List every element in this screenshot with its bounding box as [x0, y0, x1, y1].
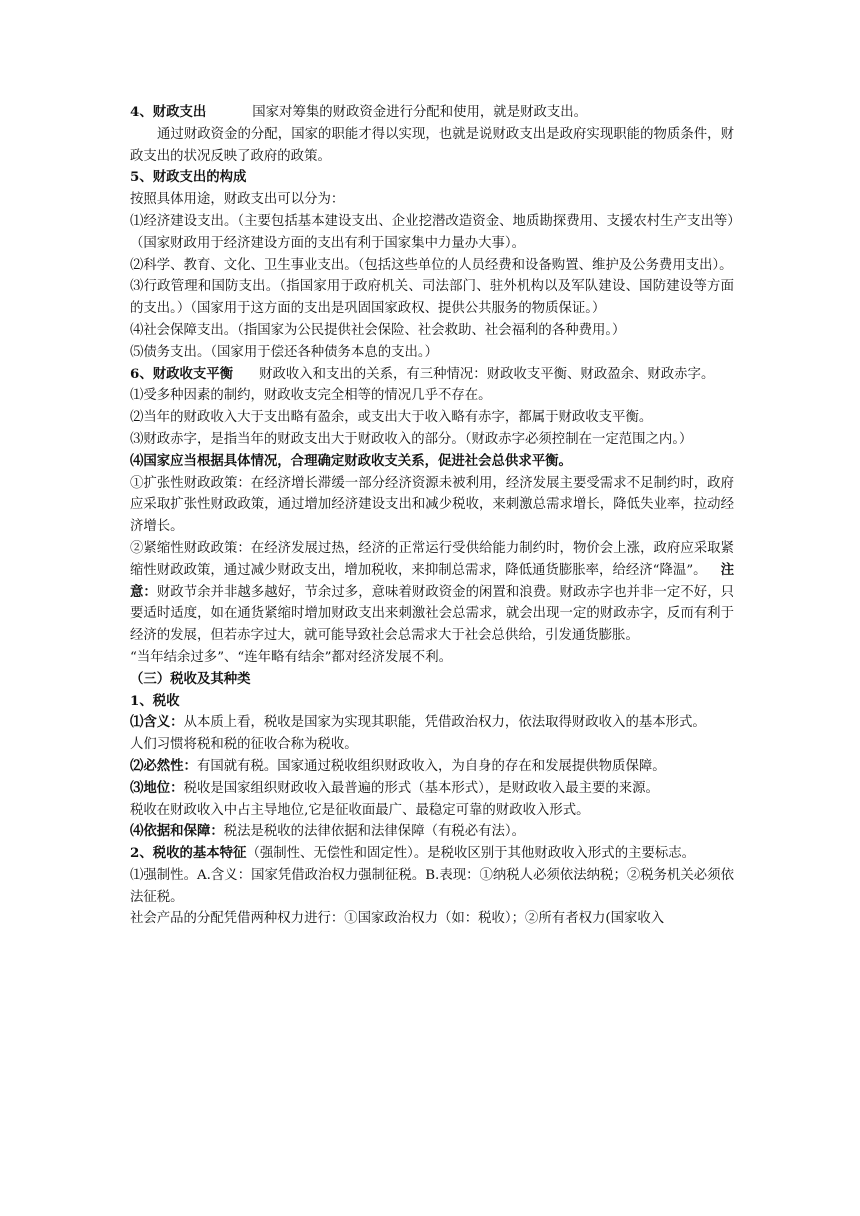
section-6-item: ⑴受多种因素的制约，财政收支完全相等的情况几乎不存在。	[130, 388, 492, 404]
section-6-item: ⑶财政赤字，是指当年的财政支出大于财政收入的部分。（财政赤字必须控制在一定范围之内。）	[130, 431, 693, 447]
tax-basis-label: ⑷依据和保障：	[130, 823, 224, 840]
section-6-definition: 财政收入和支出的关系，有三种情况：财政收支平衡、财政盈余、财政赤字。	[259, 366, 715, 382]
tax-compulsory: ⑴强制性。A.含义：国家凭借政治权力强制征税。B.表现：①纳税人必须依法纳税；②税务机关必须依法征税。	[130, 867, 734, 905]
contractionary-policy: ②紧缩性财政政策：在经济发展过热，经济的正常运行受供给能力制约时，物价会上涨，政府应采取紧缩性财政政策，通过减少财政支出，增加税收，来抑制总需求，降低通货膨胀率，给经济“降温”。	[130, 540, 734, 578]
tax-meaning-note: 人们习惯将税和税的征收合称为税收。	[130, 737, 358, 753]
tax-necessity-text: 有国就有税。国家通过税收组织财政收入，为自身的存在和发展提供物质保障。	[196, 758, 666, 774]
section-3-heading: （三）税收及其种类	[130, 670, 251, 687]
tax-features-text: （强制性、无偿性和固定性）。是税收区别于其他财政收入形式的主要标志。	[246, 846, 696, 862]
tax-necessity	[130, 756, 734, 778]
surplus-quote: “当年结余过多”、“连年略有结余”都对经济发展不利。	[130, 649, 452, 665]
contractionary-policy-and-note	[130, 538, 734, 647]
tax-meaning	[130, 712, 734, 734]
tax-basis	[130, 821, 734, 843]
section-6-line	[130, 364, 734, 386]
expansionary-policy: ①扩张性财政政策：在经济增长滞缓一部分经济资源未被利用，经济发展主要受需求不足制约时，政府应采取扩张性财政政策，通过增加经济建设支出和减少税收，来刺激总需求增长，降低失业率，拉动经济增长。	[130, 475, 734, 535]
tax-status-text: 税收是国家组织财政收入最普遍的形式（基本形式），是财政收入最主要的来源。	[183, 780, 659, 796]
tax-subheading: 1、税收	[130, 692, 180, 709]
tax-status-note: 税收在财政收入中占主导地位,它是征收面最广、最稳定可靠的财政收入形式。	[130, 802, 590, 818]
section-5-item: ⑴经济建设支出。（主要包括基本建设支出、企业挖潜改造资金、地质勘探费用、支援农村生产支出等）（国家财政用于经济建设方面的支出有利于国家集中力量办大事）。	[130, 213, 734, 251]
tax-meaning-label: ⑴含义：	[130, 714, 184, 731]
section-4-line	[130, 102, 734, 124]
tax-status	[130, 778, 734, 800]
section-5-intro: 按照具体用途，财政支出可以分为：	[130, 192, 345, 208]
note-text: 财政节余并非越多越好，节余过多，意味着财政资金的闲置和浪费。财政赤字也并非一定不好，只要适时适度，如在通货紧缩时增加财政支出来刺激社会总需求，就会出现一定的财政赤字，反而有利于经济的发展，但若赤字过大，就可能导致社会总需求大于社会总供给，引发通货膨胀。	[130, 584, 735, 644]
note-label: 注意：	[130, 561, 734, 600]
section-4-definition: 国家对筹集的财政资金进行分配和使用，就是财政支出。	[252, 105, 588, 120]
document-page	[130, 102, 734, 930]
section-6-item: ⑵当年的财政收入大于支出略有盈余，或支出大于收入略有赤字，都属于财政收支平衡。	[130, 410, 653, 426]
tax-meaning-text: 从本质上看，税收是国家为实现其职能，凭借政治权力，依法取得财政收入的基本形式。	[183, 715, 706, 731]
section-5-item: ⑷社会保障支出。（指国家为公民提供社会保险、社会救助、社会福利的各种费用。）	[130, 322, 626, 338]
section-5-item: ⑶行政管理和国防支出。（指国家用于政府机关、司法部门、驻外机构以及军队建设、国防建设等方面的支出。）（国家用于这方面的支出是巩固国家政权、提供公共服务的物质保证。）	[130, 279, 734, 317]
tax-features-heading: 2、税收的基本特征	[130, 845, 247, 862]
tax-basis-text: 税法是税收的法律依据和法律保障（有税必有法）。	[223, 824, 526, 840]
section-5-heading: 5、财政支出的构成	[130, 169, 247, 186]
section-6-heading: 6、财政收支平衡	[130, 365, 234, 382]
tax-status-label: ⑶地位：	[130, 779, 184, 796]
section-5-item: ⑵科学、教育、文化、卫生事业支出。（包括这些单位的人员经费和设备购置、维护及公务费用支出）。	[130, 257, 733, 273]
section-6-bold-item: ⑷国家应当根据具体情况，合理确定财政收支关系，促进社会总供求平衡。	[130, 452, 572, 469]
tax-features	[130, 843, 734, 865]
tax-necessity-label: ⑵必然性：	[130, 757, 197, 774]
distribution-powers: 社会产品的分配凭借两种权力进行：①国家政治权力（如：税收）；②所有者权力(国家收入	[130, 911, 665, 927]
section-5-item: ⑸债务支出。（国家用于偿还各种债务本息的支出。）	[130, 344, 438, 360]
section-4-paragraph: 通过财政资金的分配，国家的职能才得以实现，也就是说财政支出是政府实现职能的物质条件，财政支出的状况反映了政府的政策。	[130, 126, 734, 164]
section-4-heading: 4、财政支出	[130, 104, 207, 120]
